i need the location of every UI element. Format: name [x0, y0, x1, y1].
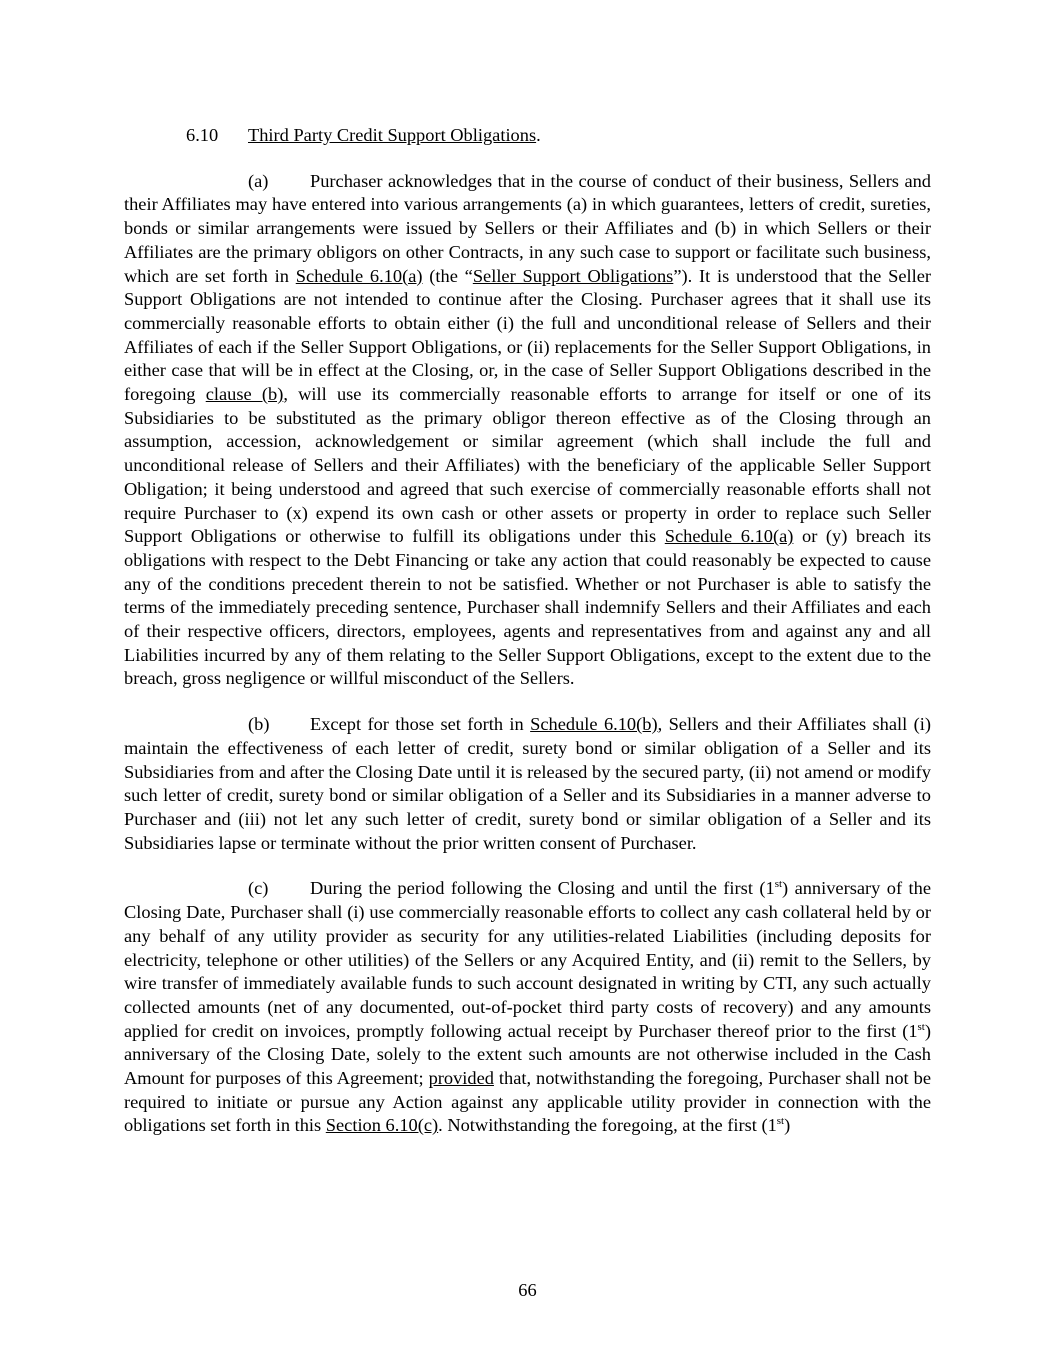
section-ref-6-10-c: Section 6.10(c)	[325, 1115, 439, 1136]
paragraph-a	[124, 170, 931, 691]
paragraph-a-text-2: (the “	[422, 265, 473, 286]
paragraph-b	[124, 713, 931, 855]
paragraph-a-text-3: ”). It is understood that the Seller Support Obligations are not intended to continue after the Closing. Purchaser agrees that it shall use its commercially reasonable efforts to obtain either (i) the full and unconditional release of Sellers and their Affiliates of each if the Seller Support Obligations, or (ii) replacements for the Seller Support Obligations, in either case that will be in effect at the Closing, or, in the case of Seller Support Obligations described in the foregoing	[124, 265, 932, 405]
defined-term-seller-support-obligations: Seller Support Obligations	[472, 265, 674, 286]
paragraph-b-text-1: Except for those set forth in	[310, 714, 531, 735]
paragraph-c	[124, 877, 931, 1138]
paragraph-a-text-4: , will use its commercially reasonable efforts to arrange for itself or one of its Subsidiaries to be substituted as the primary obligor thereon effective as of the Closing through an assumption, accession, acknowledgement or similar agreement (which shall include the full and unconditional release of Sellers and their Affiliates) with the beneficiary of the applicable Seller Support Obligation; it being understood and agreed that such exercise of commercially reasonable efforts shall not require Purchaser to (x) expend its own cash or other assets or property in order to replace such Seller Support Obligations or otherwise to fulfill its obligations under this	[124, 384, 931, 547]
document-page	[124, 124, 931, 1160]
paragraph-b-text-2: , Sellers and their Affiliates shall (i) maintain the effectiveness of each letter of credit, surety bond or similar obligation of a Seller and its Subsidiaries from and after the Closing Date until it is released by the secured party, (ii) not amend or modify such letter of credit, surety bond or similar obligation of a Seller and its Subsidiaries in a manner adverse to Purchaser and (iii) not let any such letter of credit, surety bond or similar obligation of a Seller and its Subsidiaries lapse or terminate without the prior written consent of Purchaser.	[124, 714, 932, 853]
paragraph-c-text-5: . Notwithstanding the foregoing, at the first (1	[438, 1115, 777, 1136]
schedule-ref-6-10-a-second: Schedule 6.10(a)	[664, 526, 794, 547]
paragraph-a-text-1: Purchaser acknowledges that in the course of conduct of their business, Sellers and their Affiliates may have entered into various arrangements (a) in which guarantees, letters of credit, sureties, bonds or similar arrangements were issued by Sellers or their Affiliates and (b) in which Sellers or their Affiliates are the primary obligors on other Contracts, in any such case to support or facilitate such business, which are set forth in	[124, 170, 931, 286]
ordinal-suffix: st	[776, 1115, 785, 1128]
paragraph-c-text-3: ) anniversary of the Closing Date, solely to the extent such amounts are not otherwise included in the Cash Amount for purposes of this Agreement;	[124, 1020, 931, 1089]
page-number: 66	[518, 1280, 537, 1300]
section-heading	[124, 124, 931, 148]
paragraph-c-text-6: )	[784, 1115, 791, 1136]
schedule-ref-6-10-b: Schedule 6.10(b)	[530, 714, 658, 735]
section-title-period: .	[536, 125, 541, 145]
paragraph-b-label: (b)	[248, 714, 270, 735]
paragraph-a-text-5: or (y) breach its obligations with respect to the Debt Financing or take any action that could reasonably be expected to cause any of the conditions precedent therein to not be satisfied. Whether or not Purchaser is able to satisfy the terms of the immediately preceding sentence, Purchaser shall indemnify Sellers and their Affiliates and each of their respective officers, directors, employees, agents and representatives from and against any and all Liabilities incurred by any of them relating to the Seller Support Obligations, except to the extent due to the breach, gross negligence or willful misconduct of the Sellers.	[124, 526, 931, 689]
paragraph-a-label: (a)	[248, 170, 269, 191]
schedule-ref-6-10-a: Schedule 6.10(a)	[295, 265, 423, 286]
section-title: Third Party Credit Support Obligations	[248, 125, 537, 145]
paragraph-c-text-2: ) anniversary of the Closing Date, Purchaser shall (i) use commercially reasonable efforts to collect any cash collateral held by or any behalf of any utility provider as security for any utilities-related Liabilities (including deposits for electricity, telephone or other utilities) of the Sellers or any Acquired Entity, and (ii) remit to the Sellers, by wire transfer of immediately available funds to such account designated in writing by CTI, any such actually collected amounts (net of any documented, out-of-pocket third party costs of recovery) and any amounts applied for credit on invoices, promptly following actual receipt by Purchaser thereof prior to the first (1	[124, 878, 931, 1041]
clause-ref-b: clause (b)	[205, 384, 284, 405]
paragraph-c-text-4: that, notwithstanding the foregoing, Purchaser shall not be required to initiate or pursue any Action against any applicable utility provider in connection with the obligations set forth in this	[124, 1068, 931, 1136]
paragraph-c-text-1: During the period following the Closing and until the first (1	[310, 878, 775, 899]
ordinal-suffix: st	[774, 878, 783, 891]
provided-term: provided	[428, 1068, 494, 1089]
section-number: 6.10	[186, 125, 219, 145]
paragraph-c-label: (c)	[248, 878, 269, 899]
ordinal-suffix: st	[917, 1020, 925, 1033]
